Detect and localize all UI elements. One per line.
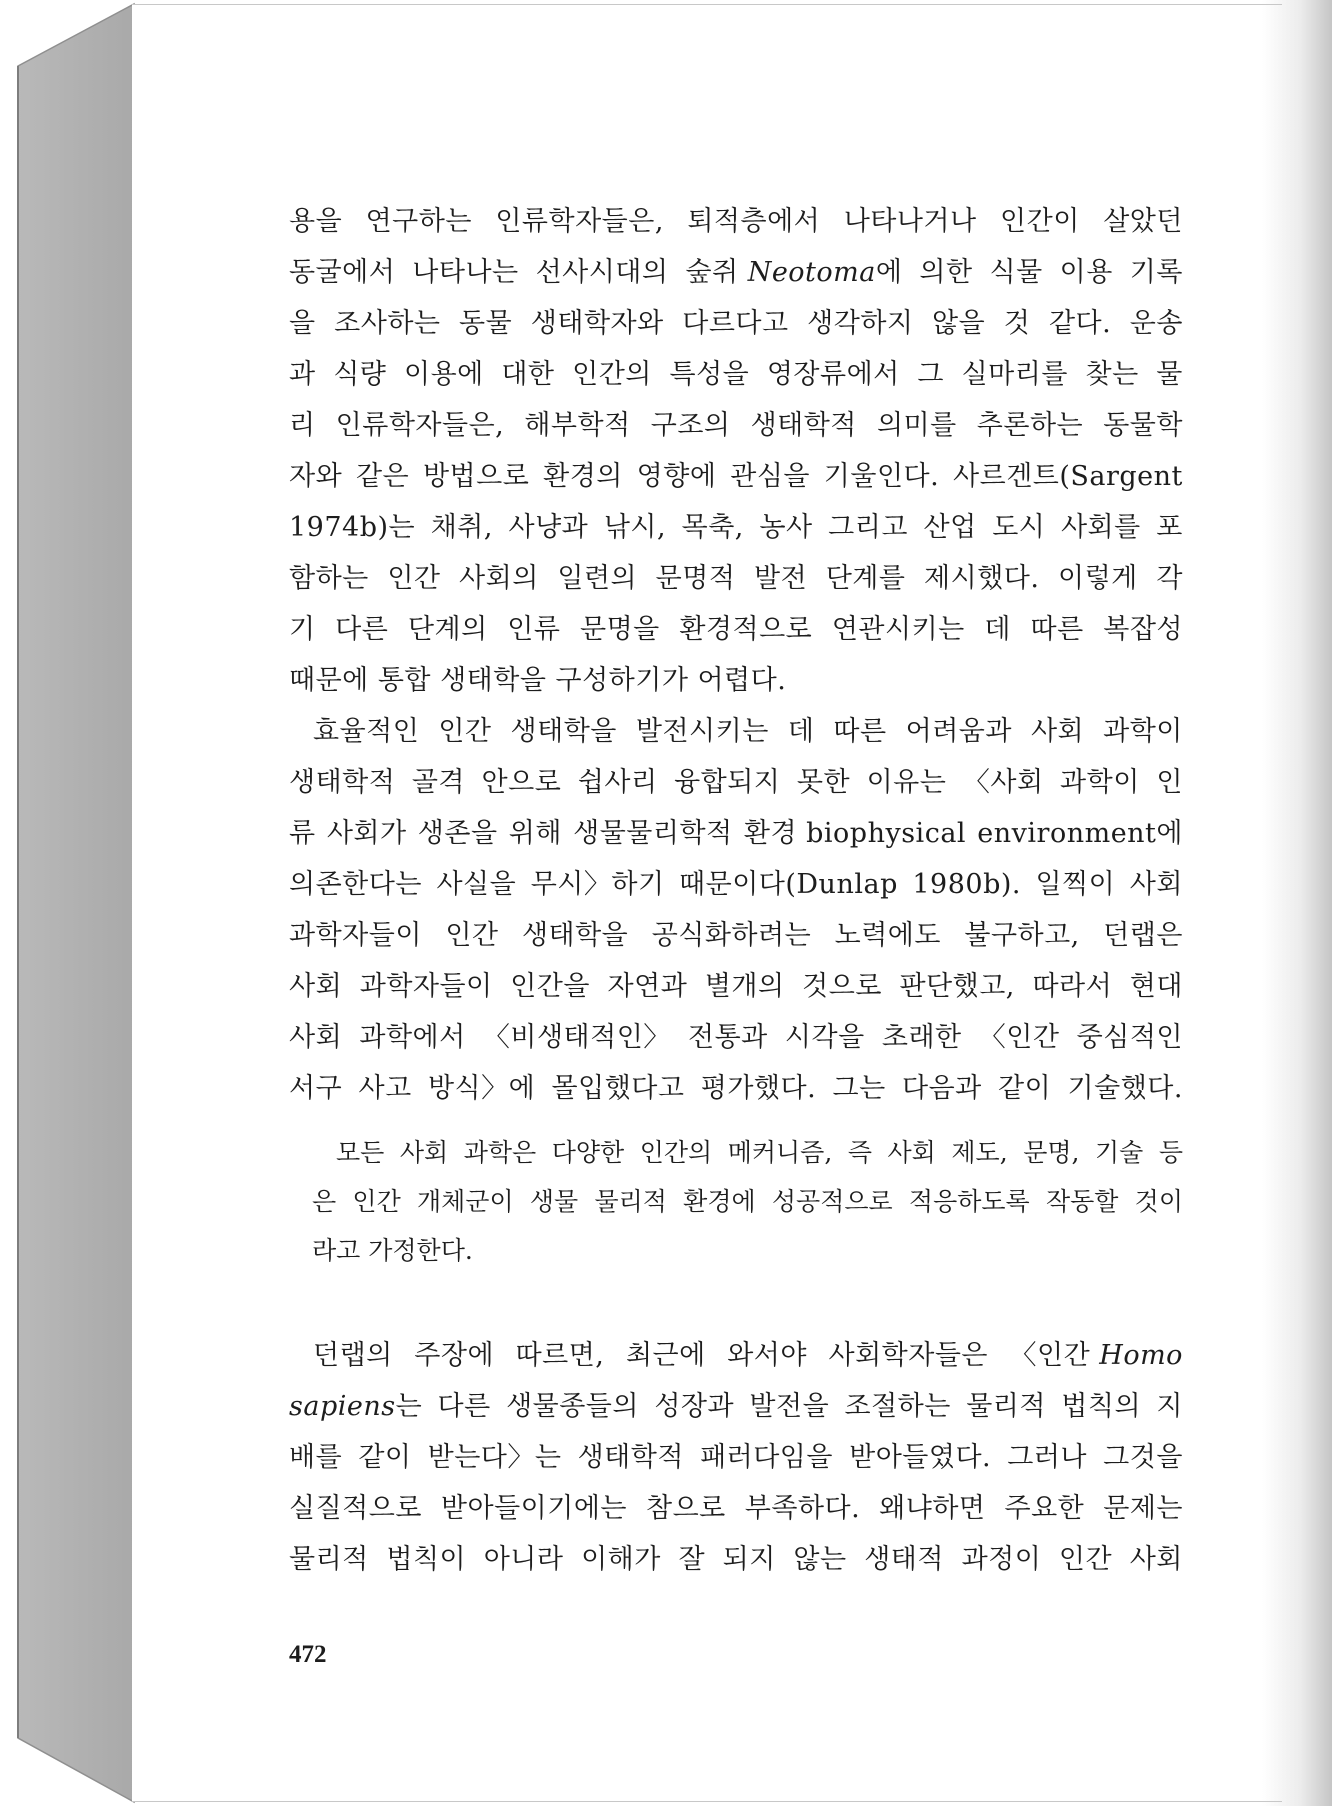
word: 일련의	[557, 563, 638, 594]
word: 인간	[352, 1187, 401, 1216]
word: 안으로	[481, 767, 562, 798]
word: 일찍이	[1035, 869, 1116, 900]
word: 생태학자와	[530, 308, 664, 339]
text-line	[289, 1483, 1183, 1534]
word: 주장에	[414, 1340, 495, 1371]
word: 산업	[923, 512, 977, 543]
word: 기록	[1129, 257, 1183, 288]
word: 사회	[399, 1138, 449, 1167]
text-line	[289, 1381, 1183, 1432]
word: 복잡성	[1103, 614, 1183, 645]
word: 인간의	[639, 1138, 713, 1167]
word: 않는	[793, 1544, 847, 1575]
word: 법칙이	[386, 1544, 467, 1575]
word: 해부학적	[524, 410, 631, 441]
word: 물리적	[289, 1544, 369, 1575]
word: 연구하는	[365, 206, 472, 237]
word: 따른	[1030, 614, 1084, 645]
text-line	[289, 1534, 1183, 1585]
word: 따르면,	[515, 1340, 605, 1371]
word: 이용	[1059, 257, 1113, 288]
word: 인간이	[1000, 206, 1080, 237]
word: 식량	[333, 359, 387, 390]
word: 지	[1156, 1391, 1183, 1422]
word: 동물학	[1103, 410, 1183, 441]
word: 그러나	[1007, 1442, 1088, 1473]
body-text-upper	[289, 196, 1183, 1114]
word: 와서야	[727, 1340, 807, 1371]
word: 나타나는	[412, 257, 519, 288]
word: 자와	[289, 461, 343, 492]
text-line	[312, 1177, 1183, 1226]
word: 과학에서	[359, 1022, 466, 1053]
text-line	[289, 502, 1183, 553]
book-spine	[0, 0, 140, 1806]
word: 받는다〉는	[427, 1442, 562, 1473]
word: 받아들이기에는	[440, 1493, 627, 1524]
word: 사회	[289, 1022, 343, 1053]
text-line	[312, 1128, 1183, 1177]
word: 조사하는	[334, 308, 441, 339]
word: 과학자들이	[359, 971, 493, 1002]
word: 은	[312, 1187, 337, 1216]
word: 다음과	[901, 1073, 982, 1104]
word: 과정이	[961, 1544, 1042, 1575]
word: 던랩은	[1103, 920, 1183, 951]
word: 이해가	[581, 1544, 661, 1575]
word: 몰입했다고	[551, 1073, 685, 1104]
word: sapiens는	[289, 1391, 423, 1422]
word: 인류학자들은,	[495, 206, 664, 237]
word: 환경의	[543, 461, 623, 492]
word: 특성을	[669, 359, 750, 390]
word: 아니라	[483, 1544, 564, 1575]
word: 을	[289, 308, 316, 339]
word: 운송	[1129, 308, 1183, 339]
text-line	[289, 1012, 1183, 1063]
word: 효율적인	[313, 716, 420, 747]
word: 못한	[796, 767, 851, 798]
word: 관심을	[730, 461, 810, 492]
word: 평가했다.	[700, 1073, 817, 1104]
word: 목축,	[681, 512, 744, 543]
word: 중심적인	[1076, 1022, 1183, 1053]
word: 동굴에서	[289, 257, 396, 288]
word: environment에	[977, 818, 1183, 849]
text-line	[289, 196, 1183, 247]
word: 등	[1158, 1138, 1183, 1167]
word: 따른	[833, 716, 887, 747]
word: 다르다고	[682, 308, 789, 339]
word: 다양한	[551, 1138, 625, 1167]
word: 성공적으로	[771, 1187, 893, 1216]
text-line	[289, 298, 1183, 349]
word: 다른	[335, 614, 389, 645]
word: 도시	[992, 512, 1046, 543]
word: 왜냐하면	[879, 1493, 986, 1524]
word: 같은	[355, 461, 410, 492]
word: 현대	[1129, 971, 1183, 1002]
text-line	[289, 1330, 1183, 1381]
page-edge-shadow	[1262, 0, 1332, 1806]
word: 찾는	[1085, 359, 1139, 390]
word: 생존을	[417, 818, 498, 849]
word: 골격	[411, 767, 466, 798]
word: 〈인간	[978, 1022, 1060, 1053]
word: 되지	[722, 1544, 776, 1575]
word: 함하는	[289, 563, 369, 594]
word: 때문이다(Dunlap	[679, 869, 898, 900]
word: 〈인간 Homo	[1009, 1340, 1183, 1371]
word: 인류	[507, 614, 561, 645]
word: 잘	[678, 1544, 706, 1575]
word: 최근에	[625, 1340, 706, 1371]
word: 발전을	[749, 1391, 830, 1422]
word: 과학이	[1060, 767, 1140, 798]
body-text-lower	[289, 1330, 1183, 1585]
word: 다른	[437, 1391, 491, 1422]
paragraph	[289, 706, 1183, 1114]
word: 문명,	[1023, 1138, 1080, 1167]
word: 단계의	[407, 614, 488, 645]
word: 모든	[336, 1138, 385, 1167]
word: 기술했다.	[1067, 1073, 1183, 1104]
word: 기술	[1094, 1138, 1144, 1167]
word: 인류학자들은,	[335, 410, 505, 441]
word: 사냥과	[508, 512, 589, 543]
word: 과학이	[1103, 716, 1183, 747]
word: 기	[289, 614, 316, 645]
word: 물리적	[966, 1391, 1046, 1422]
word: 패러다임을	[700, 1442, 833, 1473]
word: 생물	[529, 1187, 579, 1216]
word: 판단했고,	[899, 971, 1015, 1002]
word: 인간	[438, 716, 492, 747]
word: 숲쥐 Neotoma에	[685, 257, 903, 288]
word: 같다.	[1048, 308, 1112, 339]
word: 방법으로	[422, 461, 530, 492]
word: 적응하도록	[908, 1187, 1030, 1216]
word: 생태학을	[521, 920, 629, 951]
word: 참으로	[646, 1493, 726, 1524]
word: 라고 가정한다.	[312, 1236, 473, 1265]
word: 생태학적	[289, 767, 396, 798]
word: 공식화하려는	[651, 920, 812, 951]
page-number: 472	[289, 1641, 327, 1668]
text-line	[289, 757, 1183, 808]
text-line	[289, 349, 1183, 400]
word: 사회학자들은	[828, 1340, 988, 1371]
word: 사회의	[459, 563, 539, 594]
text-line	[289, 553, 1183, 604]
word: 사고	[358, 1073, 412, 1104]
word: 작동할	[1045, 1187, 1119, 1216]
word: 환경 biophysical	[743, 818, 967, 849]
text-line	[289, 655, 1183, 706]
word: 사르겐트(Sargent	[953, 461, 1183, 492]
word: 영장류에서	[766, 359, 900, 390]
word: 이렇게	[1058, 563, 1138, 594]
word: 환경에	[683, 1187, 756, 1216]
text-line	[289, 247, 1183, 298]
word: 데	[787, 716, 815, 747]
text-line	[289, 1063, 1183, 1114]
word: 시각을	[784, 1022, 865, 1053]
word: 사회	[887, 1138, 936, 1167]
word: 구조의	[650, 410, 731, 441]
word: 사회	[1129, 1544, 1183, 1575]
word: 문명적	[655, 563, 736, 594]
word: 생태학적	[577, 1442, 684, 1473]
word: 그것을	[1103, 1442, 1183, 1473]
paragraph	[289, 196, 1183, 706]
word: 물	[1156, 359, 1183, 390]
word: 별개의	[704, 971, 785, 1002]
word: 생태학적	[750, 410, 857, 441]
word: 그리고	[828, 512, 908, 543]
text-line	[289, 910, 1183, 961]
word: 개체군이	[417, 1187, 514, 1216]
text-line	[312, 1226, 1183, 1275]
word: 영향에	[636, 461, 717, 492]
word: 각	[1156, 563, 1183, 594]
word: 농사	[759, 512, 813, 543]
word: 1974b)는	[289, 512, 416, 543]
word: 조절하는	[844, 1391, 951, 1422]
word: 즉	[847, 1138, 872, 1167]
word: 류	[289, 818, 316, 849]
word: 생태적	[864, 1544, 944, 1575]
word: 불구하고,	[964, 920, 1080, 951]
word: 용을	[289, 206, 343, 237]
word: 발전시키는	[635, 716, 769, 747]
word: 문명을	[580, 614, 660, 645]
text-line	[289, 451, 1183, 502]
word: 〈비생태적인〉	[482, 1022, 671, 1053]
word: 식물	[989, 257, 1043, 288]
word: 생물물리학적	[573, 818, 733, 849]
word: 과	[289, 359, 316, 390]
word: 인간을	[510, 971, 590, 1002]
word: 인	[1156, 767, 1183, 798]
word: 1980b).	[912, 869, 1021, 900]
word: 데	[984, 614, 1011, 645]
word: 대한	[501, 359, 555, 390]
text-line	[289, 1432, 1183, 1483]
word: 기울인다.	[823, 461, 940, 492]
word: 그	[917, 359, 944, 390]
word: 것으로	[802, 971, 882, 1002]
word: 것	[1003, 308, 1031, 339]
text-line	[289, 706, 1183, 757]
word: 노력에도	[834, 920, 941, 951]
word: 연관시키는	[831, 614, 965, 645]
word: 물리적	[594, 1187, 667, 1216]
word: 전통과	[687, 1022, 768, 1053]
word: 않을	[932, 308, 986, 339]
word: 사회	[1030, 716, 1085, 747]
word: 실질적으로	[289, 1493, 422, 1524]
word: 실마리를	[961, 359, 1068, 390]
word: 생각하지	[807, 308, 914, 339]
word: 동물	[459, 308, 513, 339]
word: 단계를	[825, 563, 906, 594]
word: 인간	[445, 920, 499, 951]
text-line	[289, 400, 1183, 451]
word: 인간의	[572, 359, 652, 390]
word: 받아들였다.	[849, 1442, 992, 1473]
word: 사회를	[1060, 512, 1141, 543]
word: 배를	[289, 1442, 343, 1473]
word: 주요한	[1004, 1493, 1085, 1524]
word: 제시했다.	[924, 563, 1040, 594]
word: 선사시대의	[535, 257, 669, 288]
word: 의미를	[876, 410, 957, 441]
word: 방식〉에	[427, 1073, 536, 1104]
text-line	[289, 604, 1183, 655]
word: 낚시,	[603, 512, 667, 543]
word: 과학자들이	[289, 920, 422, 951]
text-line	[289, 961, 1183, 1012]
word: 쉽사리	[577, 767, 658, 798]
word: 메커니즘,	[727, 1138, 833, 1167]
word: 때문에 통합 생태학을 구성하기가 어렵다.	[289, 665, 787, 696]
word: 퇴적층에서	[687, 206, 821, 237]
word: 법칙의	[1061, 1391, 1142, 1422]
word: 인간	[1058, 1544, 1113, 1575]
word: 무시〉하기	[530, 869, 665, 900]
word: 부족하다.	[744, 1493, 861, 1524]
word: 문제는	[1103, 1493, 1183, 1524]
word: 같이	[358, 1442, 412, 1473]
text-line	[289, 808, 1183, 859]
word: 과학은	[463, 1138, 537, 1167]
word: 어려움과	[905, 716, 1012, 747]
word: 이유는	[866, 767, 947, 798]
word: 위해	[508, 818, 562, 849]
word: 제도,	[951, 1138, 1008, 1167]
word: 던랩의	[313, 1340, 393, 1371]
word: 사회	[1129, 869, 1183, 900]
word: 추론하는	[976, 410, 1084, 441]
word: 이용에	[403, 359, 484, 390]
word: 그는	[832, 1073, 886, 1104]
word: 것이	[1134, 1187, 1183, 1216]
word: 살았던	[1103, 206, 1183, 237]
word: 자연과	[607, 971, 688, 1002]
word: 포	[1156, 512, 1183, 543]
word: 〈사회	[962, 767, 1044, 798]
word: 의한	[919, 257, 973, 288]
word: 사실을	[436, 869, 517, 900]
word: 환경적으로	[679, 614, 813, 645]
word: 채취,	[430, 512, 493, 543]
word: 성장과	[654, 1391, 735, 1422]
word: 사회가	[326, 818, 407, 849]
word: 사회	[289, 971, 343, 1002]
word: 나타나거나	[843, 206, 977, 237]
word: 따라서	[1032, 971, 1113, 1002]
word: 인간	[387, 563, 441, 594]
word: 생물종들의	[506, 1391, 639, 1422]
word: 서구	[289, 1073, 343, 1104]
word: 같이	[998, 1073, 1052, 1104]
word: 초래한	[881, 1022, 962, 1053]
word: 발전	[753, 563, 808, 594]
word: 의존한다는	[289, 869, 422, 900]
word: 리	[289, 410, 316, 441]
word: 융합되지	[674, 767, 781, 798]
block-quote	[312, 1128, 1183, 1275]
text-line	[289, 859, 1183, 910]
word: 생태학을	[510, 716, 617, 747]
